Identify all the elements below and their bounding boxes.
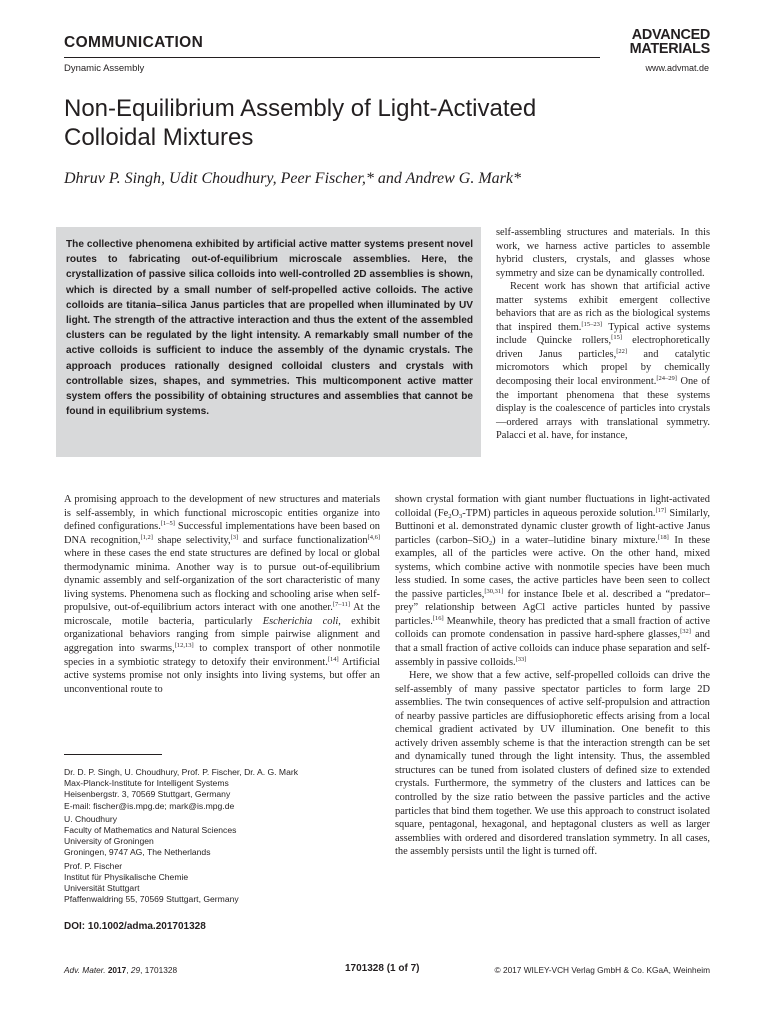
paragraph: Here, we show that a few active, self-propelled colloids can drive the self-assembly of many passive spectator particles to form large 2D assemblies. The twin consequences of active self-propulsion and attraction of nearby passive particles are diffusiophoretic effects arising from a local chemical gradient activated by UV illumination. One benefit to this actively driven assembly scheme is that the interaction strength can be set and dynamically tuned through the light intensity. Thus, the assembled structures can be tuned from isolated clusters of defined size to extended crystals. Furthermore, the symmetry of the clusters and lattices can be controlled by the size ratio between the passive particles and the active particles that bind them together. We use this approach to construct isolated square, pentagonal, hexagonal, and heptagonal clusters as well as larger assemblies with ordered and disordered translation symmetry. In all cases, the assembly persists until the light is turned off. xyxy=(395,670,710,858)
citation[interactable]: [3] xyxy=(230,533,239,541)
citation[interactable]: [24–29] xyxy=(656,375,677,383)
journal-url[interactable]: www.advmat.de xyxy=(645,63,709,73)
citation[interactable]: [14] xyxy=(327,655,339,663)
citation[interactable]: [16] xyxy=(432,614,444,622)
affiliation-rule xyxy=(64,754,162,755)
citation[interactable]: [22] xyxy=(616,347,628,355)
body-column-right xyxy=(395,493,710,859)
body-column-left xyxy=(64,493,380,696)
paragraph: shown crystal formation with giant number fluctuations in light-activated colloidal $(Fe_2O_3-TPM)$ particles in aqueous peroxide solution.[17] Similarly, Buttinoni et al. demonstrated dynamic cluster growth of light-active Janus particles (carbon–SiO$_2$) in a water–lutidine binary mixture.[18] In these examples, all of the particles were active. On the other hand, mixed systems, which combine active with nonmotile species have been much less studied. In some cases, the active particles have been seen to collect the passive particles,[30,31] for instance Ibele et al. described a “predator–prey” relationship between AgCl active particles hunted by passive particles.[16] Meanwhile, theory has predicted that a small fraction of active colloids can promote condensation in passive hard-sphere glasses,[32] and that a small fraction of active colloids can induce phase separation and self-assembly in passive colloids.[33] xyxy=(395,494,711,668)
citation[interactable]: [33] xyxy=(515,655,527,663)
citation[interactable]: [15] xyxy=(611,334,622,342)
author-list: Dhruv P. Singh, Udit Choudhury, Peer Fischer,* and Andrew G. Mark* xyxy=(64,170,522,187)
citation[interactable]: [1,2] xyxy=(140,533,153,541)
article-title: Non-Equilibrium Assembly of Light-Activated Colloidal Mixtures xyxy=(64,95,537,151)
citation[interactable]: [15–23] xyxy=(581,320,602,328)
citation[interactable]: [18] xyxy=(657,533,669,541)
journal-logo xyxy=(610,28,710,56)
copyright: © 2017 WILEY-VCH Verlag GmbH & Co. KGaA, Weinheim xyxy=(494,965,710,975)
email-line[interactable]: E-mail: fischer@is.mpg.de; mark@is.mpg.de xyxy=(64,800,235,811)
citation[interactable]: [12,13] xyxy=(174,642,194,650)
abstract-text: The collective phenomena exhibited by artificial active matter systems present novel routes to fabricating out-of-equilibrium microscale assemblies. Here, the crystallization of passive silica colloids into well-controlled 2D assemblies is shown, which is directed by a small number of self-propelled active colloids. The active colloids are titania–silica Janus particles that are propelled when illuminated by UV light. The strength of the attractive interaction and thus the extent of the assembled clusters can be regulated by the light intensity. A remarkably small number of the active colloids is sufficient to induce the assembly of the dynamic crystals. The approach produces rationally designed colloidal clusters and crystals with controllable sizes, shapes, and symmetries. This multicomponent active matter system offers the possibility of obtaining structures and assemblies that cannot be found in equilibrium systems. xyxy=(66,239,473,418)
paragraph: self-assembling structures and materials. In this work, we harness active particles to assemble hybrid clusters, crystals, and glasses whose symmetry and size can be dynamically controlled. xyxy=(496,227,710,279)
section-label: COMMUNICATION xyxy=(64,34,204,51)
affiliation-block: U. Choudhury Faculty of Mathematics and Natural Sciences University of Groningen Groningen, 9747 AG, The Netherlands xyxy=(64,813,237,858)
body-column-right-top xyxy=(496,226,710,443)
topic-label: Dynamic Assembly xyxy=(64,63,145,74)
paragraph: A promising approach to the development of new structures and materials is self-assembly, in which functional microscopic entities organize into defined configurations.[1–5] Successful implementations have been based on DNA recognition,[1,2] shape selectivity,[3] and surface functionalization[4,6] where in these cases the end state structures are defined by local or global thermodynamic minima. Another way is to pursue out-of-equilibrium dynamic assembly and self-organization of the sort characteristic of many living systems. Phenomena such as flocking and schooling arise when self-propulsive, out-of-equilibrium actors interact with one another.[7–11] At the microscale, motile bacteria, particularly Escherichia coli, exhibit organizational behaviors ranging from simple pairwise alignment and aggregation into swarms,[12,13] to complex transport of other nonmotile species in a symbiotic strategy to detoxify their environment.[14] Artificial active systems promise not only insights into living systems, but offer an unconventional route to xyxy=(64,494,380,695)
affiliation-block: Prof. P. Fischer Institut für Physikalische Chemie Universität Stuttgart Pfaffenwaldring 55, 70569 Stuttgart, Germany xyxy=(64,860,239,905)
logo-line-2: MATERIALS xyxy=(629,40,710,57)
affiliation-block: Dr. D. P. Singh, U. Choudhury, Prof. P. Fischer, Dr. A. G. Mark Max-Planck-Institute for Intelligent Systems Heisenbergstr. 3, 70569 Stuttgart, Germany E-mail: fischer@is.mpg.de; mark@is.mpg.de xyxy=(64,767,384,812)
citation[interactable]: [32] xyxy=(680,628,691,636)
citation[interactable]: [17] xyxy=(655,506,667,514)
logo-line-1: ADVANCED xyxy=(631,26,710,43)
paragraph: Recent work has shown that artificial active matter systems exhibit emergent collective behaviors that are as rich as the biological systems that inspired them.[15–23] Typical active systems include Quincke rollers,[15] electrophoretically driven Janus particles,[22] and catalytic micromotors which propel by chemically decomposing their local environment.[24–29] One of the important phenomena that these systems display is the coalescence of particles into crystals—ordered arrays with translational symmetry. Palacci et al. have, for instance, xyxy=(496,281,711,442)
footer-citation: Adv. Mater. 2017, 29, 1701328 xyxy=(64,965,178,975)
page-number: 1701328 (1 of 7) xyxy=(345,963,420,974)
affiliations xyxy=(64,767,384,907)
citation[interactable]: [4,6] xyxy=(367,533,380,541)
header-rule xyxy=(64,57,600,58)
citation[interactable]: [1–5] xyxy=(160,520,175,528)
doi-link[interactable]: DOI: 10.1002/adma.201701328 xyxy=(64,921,206,932)
citation[interactable]: [30,31] xyxy=(484,587,504,595)
citation[interactable]: [7–11] xyxy=(332,601,350,609)
